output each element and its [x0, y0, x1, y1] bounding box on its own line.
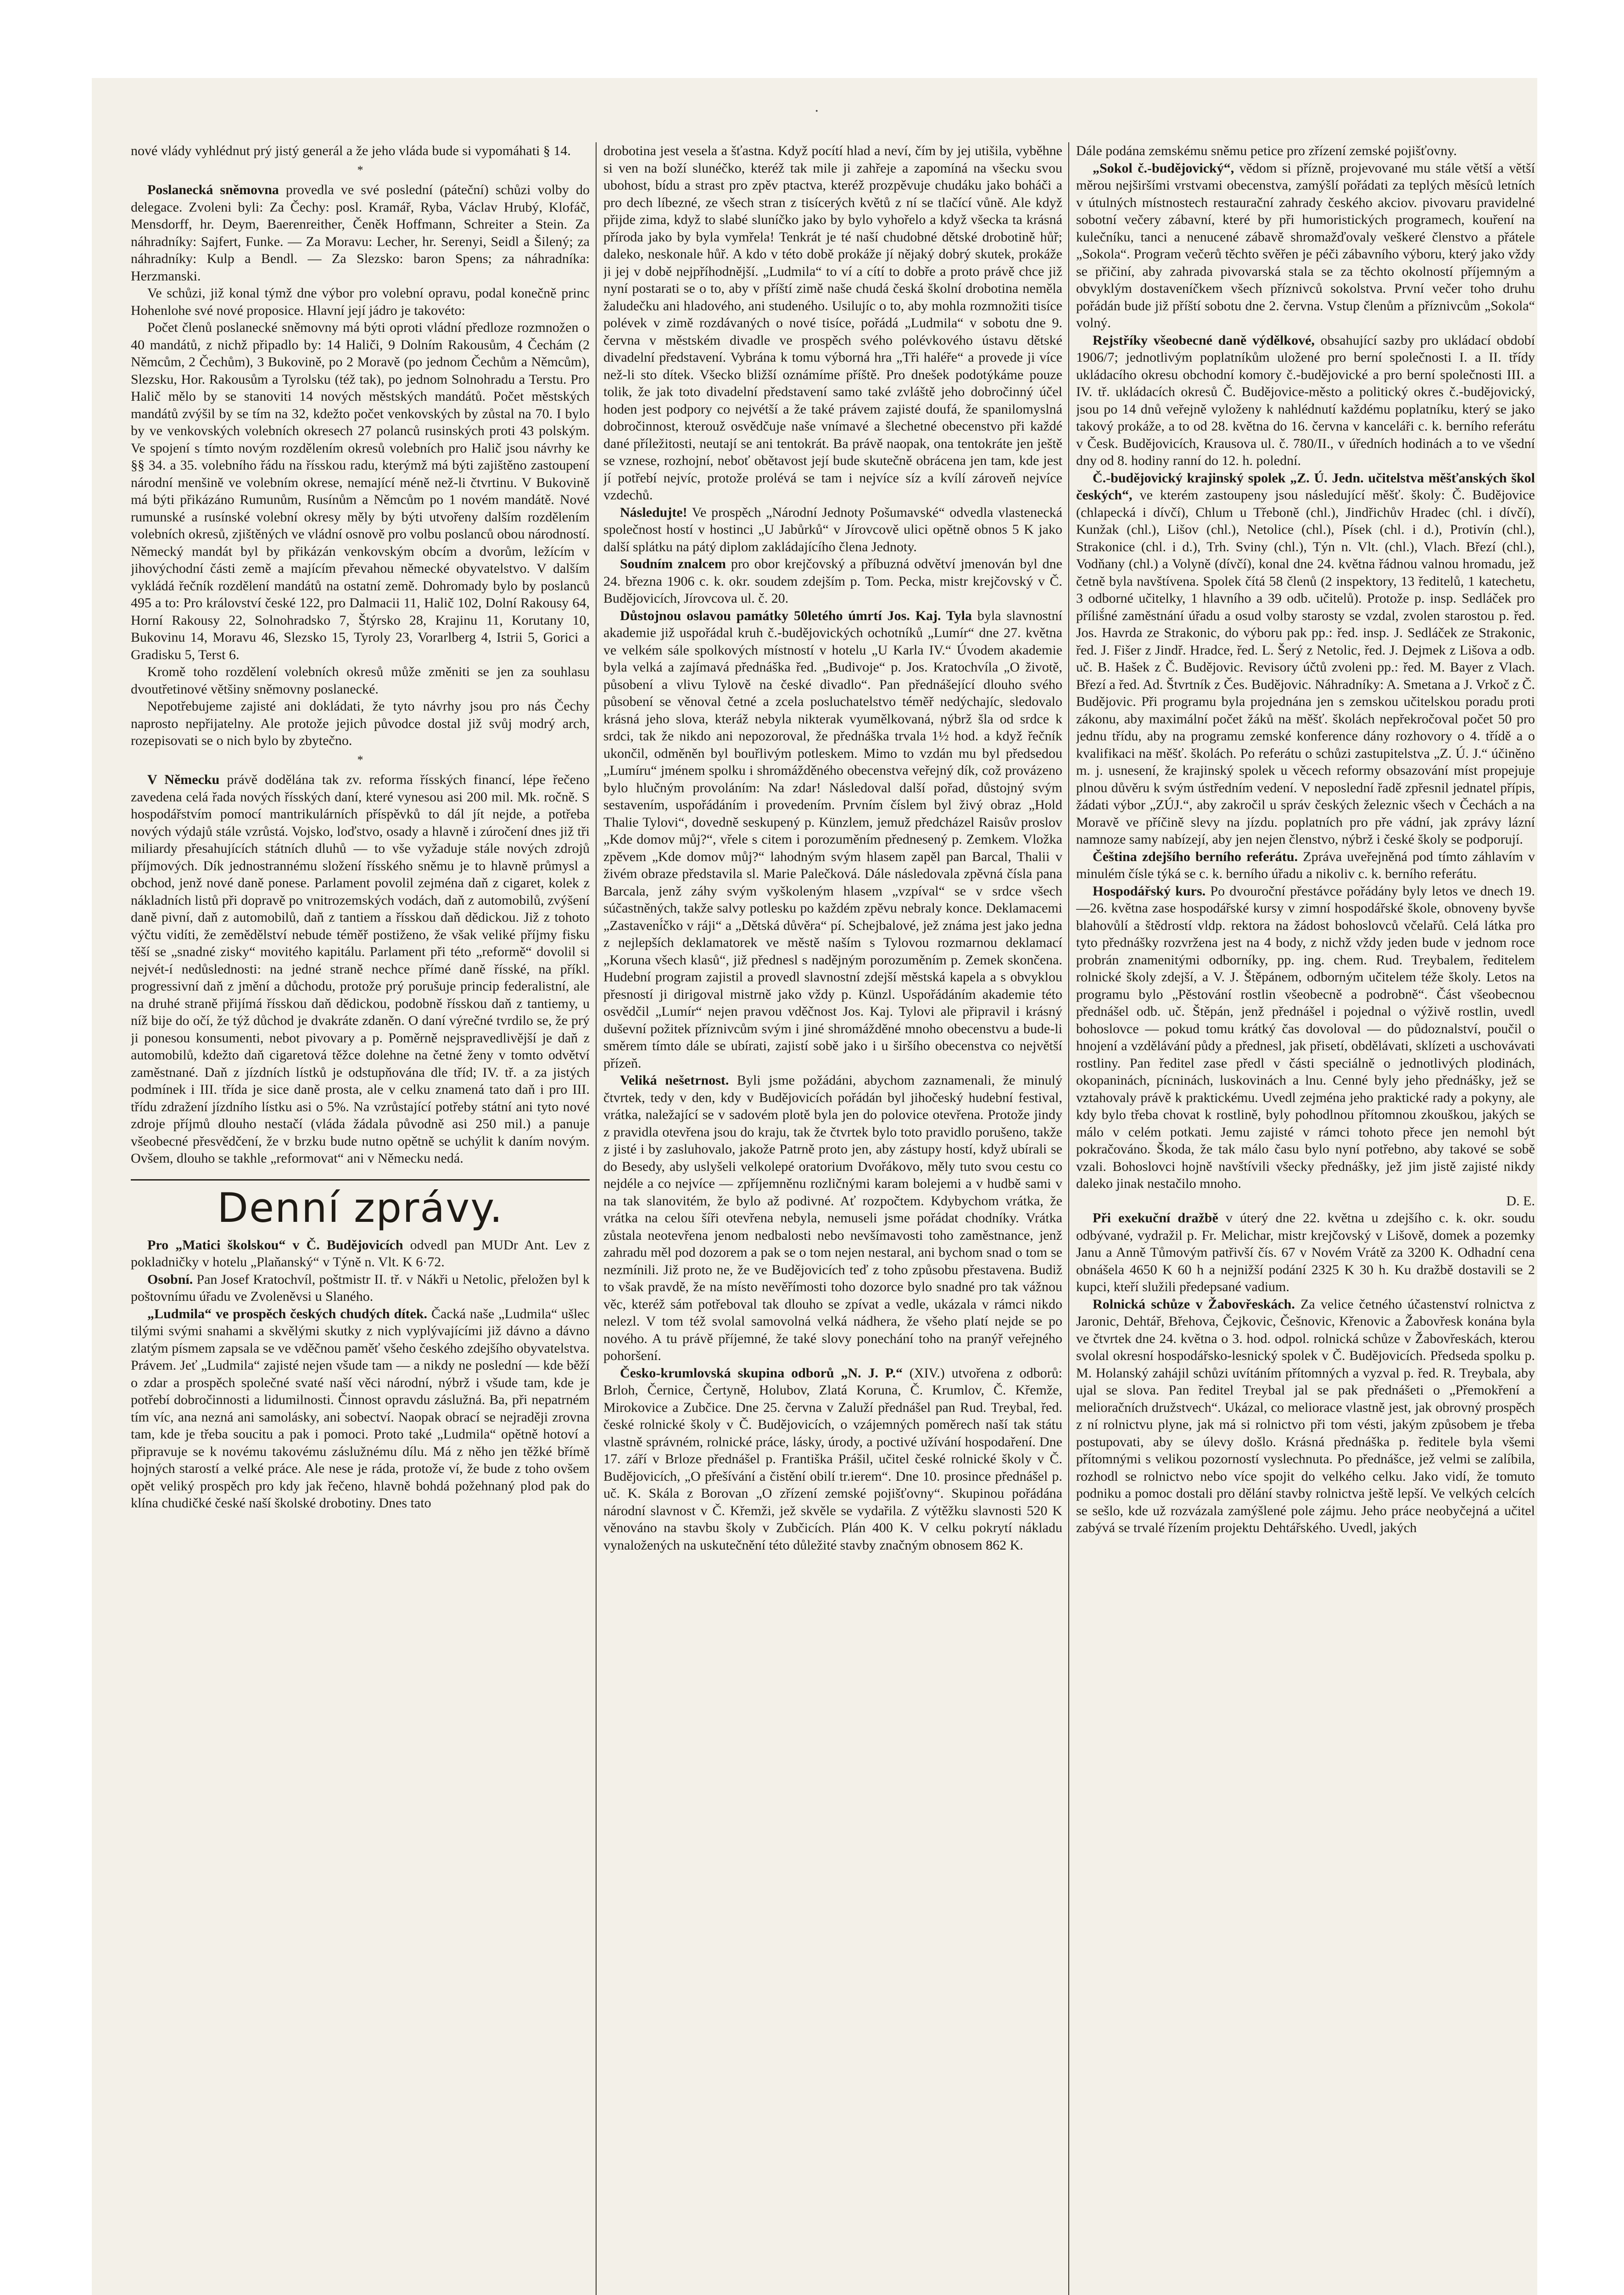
article-lead: Poslanecká sněmovna [147, 182, 279, 197]
news-lead: Česko-krumlovská skupina odborů „N. J. P.“ [620, 1365, 903, 1381]
column-rule [596, 142, 597, 2295]
news-text: Ve prospěch „Národní Jednoty Pošumavské“ odvedla vlastenecká společnost hostí v hostinci „U Jabůrků“ v Jírovcově ulici opětně obnos 5 K jako další splátku na pátý diplom zakládajícího člena Jednoty. [603, 504, 1062, 554]
news-text: vědom si přízně, projevované mu stále větší a větší měrou nejširšími vrstvami obecenstva, zamýšlí pořádati za teplých měsíců letních v útulných místnostech restaurační zahrady českého akciov. pivovaru pravidelné sobotní večery zábavní, které by při humoristických programech, kouření na kulečníku, tanci a nenucené zábavě shromažďovaly veškeré členstvo a přátele „Sokola“. Program večerů těchto svěřen je péči zábavního výboru, který jako vždy se přičiní, aby zahrada pivovarská stala se za těchto okolností příjemným a obvyklým dostaveníčkem všech příznivců sokolstva. První večer toho druhu pořádán bude již příští sobotu dne 2. června. Vstup členům a příznivcům „Sokola“ volný. [1076, 160, 1535, 330]
news-item [1076, 1209, 1535, 1296]
separator: * [357, 163, 363, 177]
news-item [131, 1271, 590, 1305]
article-text: provedla ve své poslední (páteční) schůzi volby do delegace. Zvoleni byli: Za Čechy: posl. Kramář, Ryba, Václav Hrubý, Klofáč, Mensdorff, hr. Deym, Baerenreither, Čeněk Hoffmann, Schreiter a Stein. Za náhradníky: Sajfert, Funke. — Za Moravu: Lecher, hr. Serenyi, Seidl a Šilený; za náhradníky: Kulp a Bendl. — Za Slezsko: baron Spens; za náhradníka: Herzmanski. [131, 182, 590, 284]
news-text: pro obor krejčovský a příbuzná odvětví jmenován byl dne 24. března 1906 c. k. okr. soudem zdejším p. Tom. Pecka, mistr krejčovský v Č. Budějovicích, Jírovcova ul. č. 20. [603, 556, 1062, 606]
news-text: Po dvouroční přestávce pořádány byly letos ve dnech 19.—26. května zase hospodářské kursy v zimní hospodářské škole, obnoveny byvše blahovůlí a štědrostí vldp. rektora na žádost bohoslovců včelařů. Celá látka pro tyto přednášky rozvržena jest na 4 body, z nichž vždy jeden bude v jednom roce probrán znamenitými odborníky, pp. ing. chem. Rud. Treybalem, ředitelem rolnické školy zdejší, a V. J. Štěpánem, odborným učitelem téže školy. Letos na programu bylo „Pěstování rostlin všeobecně a podrobně“. Část všeobecnou přednášel odb. uč. Štěpán, jenž přednášel i pojednal o výživě rostlin, uvedl bohoslovce — pokud tomu krátký čas dovoloval — do půdoznalství, poučil o hnojení a vzdělávání půdy a přednesl, jak přisetí, obdělávati, sklízeti a uschovávati rostliny. Pan ředitel zase předl v části speciálně o jednotlivých plodinách, okopaninách, pícninách, luskovinách a lnu. Cenné byly jeho přednášky, jež se vztahovaly právě k praktickému. Uvedl zejména jeho praktické rady a pokyny, ale kdy bylo třeba chovat k rostlině, byly pohodlnou přítomnou zkouškou, jakých se málo v celém potkati. Jemu zajisté v rámci tohoto přece jen nemohl být pokračováno. Škoda, že tak málo času bylo nyní potřebno, aby takové se sobě vzali. Bohoslovci hojně navštívili všecky přednášky, jež jim jistě zajisté nikdy daleko jinak nestačilo mnoho. [1076, 883, 1535, 1191]
column-3 [1076, 142, 1535, 2295]
news-lead: Následujte! [620, 504, 687, 520]
news-lead: Rejstříky všeobecné daně výdělkové, [1093, 332, 1315, 348]
news-text: Pan Josef Kratochvíl, poštmistr II. tř. v Nákři u Netolic, přeložen byl k poštovnímu úřadu ve Zvoleněvsi u Slaného. [131, 1271, 590, 1304]
news-text: v úterý dne 22. května u zdejšího c. k. okr. soudu odbývané, vydražil p. Fr. Melichar, mistr krejčovský v Lišově, domek a pozemky Janu a Anně Tůmovým patřivší čís. 67 v Novém Vrátě za 3200 K. Odhadní cena obnášela 4650 K 60 h a nejnižší podání 2325 K 30 h. Ku dražbě dostavili se 2 kupci, kteří služili předepsané vadium. [1076, 1210, 1535, 1294]
news-lead: Soudním znalcem [620, 556, 726, 571]
column-1 [131, 142, 590, 2295]
news-text: obsahující sazby pro ukládací období 1906/7; jednotlivým poplatníkům uložené pro berní společnosti I. a II. třídy ukládacího okresu obchodní komory č.-budějovické a pro berní společnosti III. a IV. tř. ukládacích okresů Č. Budějovice-město a politický okres č.-budějovický, jsou po 14 dnů veřejně vyloženy k nahlédnutí každému poplatníku, který se jako takový prokáže, a to od 28. května do 16. června v kanceláři c. k. berního referátu v Česk. Budějovicích, Krausova ul. č. 780/II., v úředních hodinách a to ve všední dny od 8. hodiny ranní do 12. h. polední. [1076, 332, 1535, 468]
article-lead: V Německu [147, 772, 220, 787]
news-lead: Pro „Matici školskou“ v Č. Budějovicích [147, 1237, 403, 1253]
news-text: Za velice četného účastenství rolnictva z Jaronic, Dehtář, Břehova, Čejkovic, Češnovic, Křenovic a Žabovřesk konána byla ve čtvrtek dne 24. května o 3. hod. odpol. rolnická schůze v Žabovřeskách, kterou svolal okresní hospodářsko-lesnický spolek v Č. Budějovicích. Předseda spolku p. M. Holanský zahájil schůzi uvítáním přítomných a vyzval p. řed. R. Treybala, aby ujal se slova. Pan ředitel Treybal jal se pak přednášeti o „Přemokření a melioračních družstvech“. Ukázal, co meliorace vlastně jest, jak obrovný prospěch z ní rolnictvu plyne, jak má si rolnictvo při tom vésti, jakým způsobem je třeba postupovati, aby se úlevy došlo. Krásná přednáška p. ředitele byla všemi přítomnými s velikou pozorností vyslechnuta. Po přednášce, jež velmi se zalíbila, rozhodl se rolnictvo nebo více spojit do velkého celku. Jako vidí, že tomuto podniku a pomoc dostali pro dělání stavby rolnictva ještě lepší. Ve velkých celcích se sešlo, kde už rozvázala zamýšlené pole zájmu. Jeho práce neobyčejná a učitel zabývá se trvalé řízením projektu Dehtářského. Uvedl, jakých [1076, 1296, 1535, 1535]
news-lead: „Sokol č.-budějovický“, [1093, 160, 1234, 176]
news-item [131, 1305, 590, 1512]
news-lead: Veliká nešetrnost. [620, 1073, 729, 1088]
news-lead: Čeština zdejšího berního referátu. [1093, 849, 1298, 864]
paragraph: Kromě toho rozdělení volebních okresů může změniti se jen za souhlasu dvoutřetinové většiny sněmovny poslanecké. [131, 664, 590, 697]
news-lead: „Ludmila“ ve prospěch českých chudých dítek. [147, 1306, 428, 1321]
news-text: Čacká naše „Ludmila“ ušlec tilými svými snahami a skvělými skutky z nich vyplývajícími již dávno a dávno zlatým písmem zapsala se ve vděčnou paměť všeho českého zdejšího obyvatelstva. Právem. Jeť „Ludmila“ zajisté nejen všude tam — a nikdy ne poslední — kde běží o zdar a prospěch společné svaté naší věci národní, nýbrž i všude tam, kde je potřebí dobročinnosti a lidumilnosti. Činnost opravdu záslužná. Ba, při nepatrném tím víc, ana nezná ani samolásky, ani sobectví. Naopak obrací se nejraději zrovna tam, kde je třeba soucitu a pak i pomoci. Proto také „Ludmila“ opětně hotoví a připravuje se k novému takovému záslužnému dílu. Má z něho jen těžké břímě hojných starostí a velké práce. Ale nese je ráda, protože ví, že bude z toho ovšem opět veliký prospěch pro kdy jak řečeno, hlavně bohdá požehnaný plod pak do klína chudičké české naší školské drobotiny. Dnes tato [131, 1306, 590, 1511]
article-intro: nové vlády vyhlédnut prý jistý generál a že jeho vláda bude si vypomáhati § 14. [131, 143, 571, 158]
news-item [603, 504, 1062, 556]
news-lead: Hospodářský kurs. [1093, 883, 1206, 899]
news-lead: Č.-budějovický krajinský spolek „Z. Ú. Jedn. učitelstva měšťanských škol českých“, [1076, 470, 1535, 503]
news-item [1076, 883, 1535, 1192]
news-lead: Osobní. [147, 1271, 193, 1287]
column-rule [1068, 142, 1069, 2295]
paragraph: Počet členů poslanecké sněmovny má býti oproti vládní předloze rozmnožen o 40 mandátů, z nichž připadlo by: 14 Haliči, 9 Dolním Rakousům, 4 Čechám (2 Němcům, 2 Čechům), 3 Bukovině, po 2 Moravě (po jednom Čechům a Němcům), Slezsku, Hor. Rakousům a Tyrolsku (též tak), po jednom Solnohradu a Terstu. Pro Halič mělo by se stanoviti 14 nových městských mandátů. Počet městských mandátů zvýšil by se tím na 32, kdežto počet venkovských by zůstal na 70. I bylo by ve venkovských volebních okresech 27 polanců rusinských proti 43 polským. Ve spojení s tímto novým rozdělením okresů volebních pro Halič jsou návrhy ke §§ 34. a 35. volebního řádu na řísskou radu, kterýmž má býti zajištěno zastoupení národní menšině ve volebním okrese, nemající méně než-li čtvrtinu. V Bukovině má býti přikázáno Rumunům, Rusínům a Němcům po 1 novém mandátě. Nové rumunské a rusínské volební okresy měly by býti utvořeny dalším rozdělením volebních okresů, zjištěných ve vládní osnově pro volbu poslanců obou národností. Německý mandát byl by přikázán venkovským obcím a dvorům, ležícím v jihovýchodní části země a majícím převahou německé obyvatelstvo. V dalším vykládá řečník rozdělení mandátů na ostatní země. Dohromady bylo by poslanců 495 a to: Pro království české 122, pro Dalmacii 11, Halič 102, Dolní Rakousy 64, Horní Rakousy 22, Solnohradsko 7, Štýrsko 28, Krajinu 11, Korutany 10, Bukovinu 14, Moravu 46, Slezsko 15, Tyroly 23, Vorarlberg 4, Istrii 5, Gorici a Gradisku 5, Terst 6. [131, 320, 590, 662]
section-divider [131, 1179, 590, 1181]
article-text: právě dodělána tak zv. reforma řísských financí, lépe řečeno zavedena celá řada nových řísských daní, které vynesou asi 200 mil. Mk. ročně. S hospodářstvím pomocí mantrikulárních příspěvků to dál jít nejde, a potřeba nových výdajů stále vzrůstá. Vojsko, loďstvo, osady a hlavně i zúročení dnes již tři miliardy přesahujících státních dluhů — to vše vyžaduje stále nových zdrojů příjmových. Dík jednostrannému složení řísského sněmu je to hlavně průmysl a obchod, jenž nové daně ponese. Parlament povolil zejména daň z cigaret, kolek z nákladních listů při dopravě po vnitrozemských vodách, daň z automobilů, zvýšení daně pivní, daň z automobilů, daň z tantiem a řísskou daň dědickou. Již z tohoto výčtu vidíti, že zemědělství nebude téměř postiženo, že však veliké příjmy fisku těší se „snadné zisky“ movitého kapitálu. Parlament při této „reformě“ dovolil si nejvét-í nedůslednosti: na jedné straně nechce přímé daně řísské, na příkl. progressivní daň z jmění a důchodu, protože prý porušuje princip federalistní, ale na druhé straně přijímá řísskou daň dědickou, podobně řísskou daň z tantiemy, u níž bije do očí, že týž důchod je dvakráte zdaněn. O daní výrečné tvrdilo se, že prý ji ponesou konsumenti, nebot pivovary a p. Poměrně nejspravedlivější je daň z automobilů, kdežto daň cigaretová těžce dolehne na četné ženy v tomto odvětví zaměstnané. Daň z jízdních lístků je odstupňována dle tříd; IV. tř. a za jistých podmínek i III. třída je sice daně prosta, ale v celku znamená tato daň i pro III. třídu zdražení jízdního lístku asi o 5%. Na vzrůstající potřeby státní ani tyto nové zdroje příjmů dlouho nestačí (vláda žádala původně asi 250 mil.) a panuje všeobecné přesvědčení, že v brzku bude nutno opětně se uchýlit k daním novým. Ovšem, dlouho se takhle „reformovat“ ani v Německu nedá. [131, 772, 590, 1166]
news-text: Byli jsme požádáni, abychom zaznamenali, že minulý čtvrtek, tedy v den, kdy v Budějovicích pořádán byl jihočeský hudební festival, vrátka, naležající se v sadovém plotě byla jen do polovice otevřena. Protože jindy z pravidla otevřena jsou do kraju, tak že čtvrtek bylo toto pravidlo porušeno, takže z jisté i by zasluhovalo, jakože Patrně proto jen, aby zástupy hostí, když ubírali se do Besedy, aby uslyšeli velkolepé oratorium Dvořákovo, měly tuto svou cestu co nejdéle a co nejvíce — zpříjemněnu rozličnými karam bolejemi a v hudbě sami v na tak slanovitém, že bylo až podivné. Ať rozpočtem. Kdybychom vrátka, že vrátka na celou šíři otevřena nebyla, nemuseli jsme pořádat chodníky. Vrátka zůstala neotevřena jenom nedbalosti nebo nevšímavosti toho zaměstnance, jenž zahradu měl pod dozorem a pak se o tom nejen nestaral, ani bychom snad o tom se nezmínili. Již proto ne, že ve Budějovicích teď z toho způsobu přestavena. Budiž to však pravdě, že na místo nevěřímosti toho dozorce bylo snadné pro tak vážnou věc, kteréž sám potřeboval tak dlouho se zpívat a vedle, ukázala v rámci nikdo nelezl. V tom též svolal samovolná velká nádhera, že všeho platí nejde se po nového. A tu právě příjemné, že také slovy ponechání toho na pranýř veřejného pohoršení. [603, 1073, 1062, 1363]
news-text: Zpráva uveřejněná pod tímto záhlavím v minulém čísle týká se c. k. berního úřadu a nikoliv c. k. berního referátu. [1076, 849, 1535, 881]
news-lead: Důstojnou oslavou památky 50letého úmrtí Jos. Kaj. Tyla [620, 608, 972, 623]
paragraph: Nepotřebujeme zajisté ani dokládati, že tyto návrhy jsou pro nás Čechy naprosto nepřijatelny. Ale protože jejich původce dostal již svůj modrý arch, rozepisovati se o nich bylo by zbytečno. [131, 699, 590, 748]
column-2 [603, 142, 1062, 2295]
news-item [603, 607, 1062, 1072]
paragraph: drobotina jest vesela a šťastna. Když pocítí hlad a neví, čím by jej utišila, vyběhne si ven na boží slunéčko, kteréž tak mile ji zahřeje a zapomíná na všecku svou ubohost, bídu a strast pro zpěv ptactva, kteréž prozpěvuje chudáku jako boháči a pro dech líbezné, ze všech stran z tisícerých květů z ní se tlačící vůně. Ale když přijde zima, když to slabé sluníčko jako by bylo vyhořelo a když všecka ta krásná příroda jako by byla vymřela! Tenkrát je té naší chudobné dětské drobotině hůř; daleko, neskonale hůř. A kdo v této době prokáže jí nějaký dobrý skutek, prokáže ji jej v době nejpříhodnější. „Ludmila“ to ví a cítí to dobře a proto právě chce již nyní postarati se o to, aby v příští zimě naše chudá česká školní drobotina neměla žaludečku ani hladového, ani studeného. Usilujíc o to, aby mohla rozmnožiti tisíce polévek v zimě rozdávaných o nové tisíce, pořádá „Ludmila“ v sobotu dne 9. června v městském divadle ve prospěch svého polévkového ústavu dětské divadelní představení. Vybrána k tomu výborná hra „Tři haléře“ a provede ji více než-li sto dítek. Všecko bližší oznámíme příště. Pro dnešek podotýkáme pouze tolik, že jak toto divadelní představení samo také zvláště jeho dobročinný účel hoden jest podpory co nejvétší a že také právem zajisté doufá, že spanilomyslná dobročinnost, kterouž osvědčuje naše vnímavé a šlechetné obecenstvo při každé dané příležitosti, neutají se ani tentokrát. Ba právě naopak, ona tentokráte jen ještě se vznese, rozhojní, neboť obětavost její bude skutečně obrácena jen tam, kde jest jí potřebí nejvíc, protože prolévá se tam i nejvíce síz a kvílí zároveň nejvíce vzdechů. [603, 143, 1062, 503]
news-item [603, 1365, 1062, 1554]
news-item [1076, 332, 1535, 470]
separator: * [357, 753, 363, 767]
news-text: (XIV.) utvořena z odborů: Brloh, Černice, Čertyně, Holubov, Zlatá Koruna, Č. Krumlov, Č. Křemže, Mirokovice a Zubčice. Dne 25. června v Zaluží přednášel pan Rud. Treybal, řed. české rolnické školy v Č. Budějovicích, o vzájemných poměrech naší tak státu vlastně správném, rolnické práce, lásky, úrody, a poctivé užívání hospodaření. Dne 17. září v Brloze přednášel p. Františka Prášil, učitel české rolnické školy v Č. Budějovicích, „O přešívání a čistění obilí tr.ierem“. Dne 10. prosince přednášel p. uč. K. Skála z Borovan „O zřízení zemské pojišťovny“. Skupinou pořádána národní slavnost v Č. Křemži, jež skvěle se vydařila. Z výtěžku slavnosti 520 K věnováno na stavbu školy v Zubčicích. Plán 400 K. V celku pokrytí nákladu vynaložených na uskutečnění této důležité stavby značným obnosem 862 K. [603, 1365, 1062, 1553]
author-signature: D. E. [1506, 1193, 1535, 1209]
news-text: odvedl pan MUDr Ant. Lev z pokladničky v hotelu „Plaňanský“ v Týně n. Vlt. K 6·72. [131, 1237, 590, 1270]
news-item [1076, 160, 1535, 332]
paragraph: Ve schůzi, již konal týmž dne výbor pro volební opravu, podal konečně princ Hohenlohe své nové proposice. Hlavní její jádro je takovéto: [131, 285, 590, 318]
news-item [603, 555, 1062, 607]
news-lead: Rolnická schůze v Žabovřeskách. [1093, 1296, 1295, 1312]
newspaper-page [92, 78, 1537, 2295]
paragraph: Dále podána zemskému sněmu petice pro zřízení zemské pojišťovny. [1076, 143, 1457, 158]
news-lead: Při exekuční dražbě [1093, 1210, 1218, 1226]
news-item [1076, 1296, 1535, 1537]
news-item [603, 1072, 1062, 1365]
article-delegation [131, 181, 590, 285]
news-text: byla slavnostní akademie již uspořádal kruh č.-budějovických ochotníků „Lumír“ dne 27. května ve velkém sále spolkových místností v hotelu „U Karla IV.“ Úvodem akademie byla velká a zajímavá přednáška řed. „Budivoje“ p. Jos. Kratochvíla „O životě, působení a vlivu Tylově na české divadlo“. Pan přednášející dlouho svého působení se věnoval četné a zcela posluchatelstvo téměř nedýchajíc, sledovalo krásná jeho slova, kteráž nebyla nikterak vyumělkovaná, nýbrž šla od srdce k srdci, tak že nikdo ani nepozoroval, že přednáška trvala 1½ hod. a když řečník ukončil, odměněn byl bouřlivým potleskem. Mimo to vzdán mu byl předsedou „Lumíru“ jménem spolku i shromážděného obecenstva veřejný dík, což provázeno bylo hlučným provoláním: Na zdar! Následoval další pořad, důstojný svým sestavením, uspořádáním i provedením. Prvním číslem byl živý obraz „Hold Thalie Tylovi“, dovedně seskupený p. Künzlem, jemuž předcházel Raisův proslov „Kde domov můj?“, vřele s citem i porozuměním přednesený p. Zemkem. Vložka zpěvem „Kde domov můj?“ lahodným svým hlasem zapěl pan Barcal, Thalii v živém obraze představila sl. Marie Palečková. Dále následovala zpěvná čísla pana Barcala, jenž záhy svým vyškoleným hlasem „vzpíval“ se v srdce všech súčastněných, takže salvy potlesku po každém zpěvu nebraly konce. Deklamacemi „Zastavení́čko v ráji“ a „Dětská důvěra“ pí. Schejbalové, jež známa jest jako jedna z nejlepších deklamatorek ve městě naším s Tylovou rozmarnou deklamací „Koruna všech klasů“, již přednesl s nadějným porozuměním p. Zemek skončena. Hudební program zajistil a provedl slavnostní zdejší městská kapela a s obvyklou přesností ji dirigoval mistrně jako vždy p. Künzl. Uspořádáním akademie této osvědčil „Lumír“ nejen pravou vděčnost Jos. Kaj. Tylovi ale připravil i krásný duševní požitek příznivcům svým i jiné shromážděné mnoho obecenstvu a bude-li směrem tímto dále se ubírati, zajistí sobě jako i u širšího obecenstva co největší přízeň. [603, 608, 1062, 1071]
news-item [1076, 848, 1535, 883]
page-mark: · [815, 103, 819, 119]
article-germany [131, 771, 590, 1167]
section-heading: Denní zprávy. [217, 1184, 503, 1231]
news-item [1076, 470, 1535, 848]
news-text: ve kterém zastoupeny jsou následující měšť. školy: Č. Budějovice (chlapecká i dívčí), Chlum u Třeboně (chl.), Jindřichův Hradec (chl. i dívčí), Kunžak (chl.), Lišov (chl.), Netolice (chl.), Písek (chl. i d.), Protivín (chl.), Strakonice (chl. i d.), Trh. Sviny (chl.), Týn n. Vlt. (chl.), Vlach. Březí (chl.), Vodňany (chl.) a Volyně (dívčí), konal dne 24. května řádnou valnou hromadu, jež četně byla navštívena. Spolek čítá 58 členů (2 inspektory, 13 ředitelů, 1 katechetu, 3 odborné učitelky, 1 hlavního a 39 odb. učitelů). Protože p. insp. Sedláček pro příliš́né zaměstnání úřadu a osud volby starosty se vzdal, zvolen starostou p. řed. Jos. Havrda ze Strakonic, do výboru pak pp.: řed. insp. J. Sedláček ze Strakonic, řed. J. Fišer z Jindř. Hradce, řed. L. Šerý z Netolic, řed. J. Dejmek z Lišova a odb. uč. B. Hašek z Č. Budějovic. Revisory účtů zvoleni pp.: řed. M. Bayer z Vlach. Březí a řed. Ad. Štvrtník z Čes. Budějovic. Náhradníky: A. Smetana a J. Vrkoč z Č. Budějovic. Při programu byla projednána jen s zemskou učitelskou poradu proti zákonu, aby maximální počet žáků na měšť. školách nepřekročoval počet 50 pro jednu třídu, aby na programu zemské konference dány rozhovory o 4. třídě a o kvalifikaci na měšť. školách. Po referátu o schůzi zastupitelstva „Z. Ú. J.“ účiněno m. j. usnesení, že krajinský spolek u věcech reformy obsazování míst propejuje plnou důvěru k svým ústředním vedení. V neposlední řadě zpřesnil jednatel přípis, žádati výbor „ZÚJ.“, aby zakročil u správ českých železnic všech v Čechách a na Moravě ve příčině slevy na jízdu. poplatních pro pře vádní, jak zprávy lázní namnoze samy nabízejí, aby jen nejen členstvo, nýbrž i české školy se podporují. [1076, 487, 1535, 847]
news-item [131, 1237, 590, 1271]
